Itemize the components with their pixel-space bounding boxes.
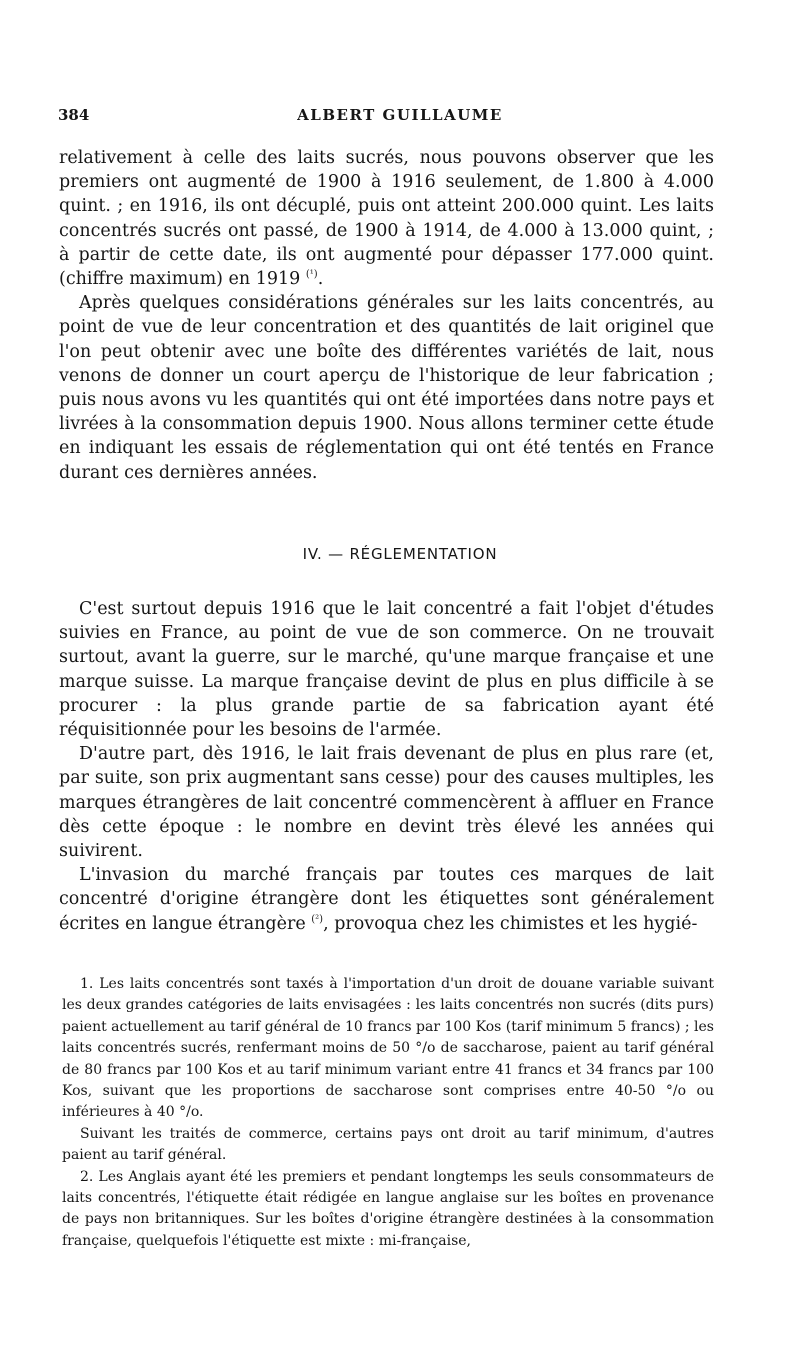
- paragraph-3: C'est surtout depuis 1916 que le lait concentré a fait l'objet d'études suivies en France, au point de vue de son commerce. On ne trouvait surtout, avant la guerre, sur le marché, qu'une marque française et une marque suisse. La marque française devint de plus en plus difficile à se procurer : la plus grande partie de sa fabrication ayant été réquisitionnée pour les besoins de l'armée.: [59, 599, 714, 741]
- paragraph-1: [59, 146, 714, 291]
- footnote-ref-2: (²): [311, 913, 324, 925]
- footnote-2: 2. Les Anglais ayant été les premiers et pendant longtemps les seuls consommateurs de laits concentrés, l'étiquette était rédigée en langue anglaise sur les boîtes en provenance de pays non britanniques. Sur les boîtes d'origine étrangère destinées à la consommation française, quelquefois l'étiquette est mixte : mi-française,: [62, 1168, 714, 1249]
- paragraph-4: D'autre part, dès 1916, le lait frais devenant de plus en plus rare (et, par suite, son prix augmentant sans cesse) pour des causes multiples, les marques étrangères de lait concentré commencèrent à affluer en France dès cette époque : le nombre en devint très élevé les années qui suivirent.: [59, 744, 714, 862]
- footnote-1: 1. Les laits concentrés sont taxés à l'importation d'un droit de douane variable suivant les deux grandes catégories de laits envisagées : les laits concentrés non sucrés (dits purs) paient actuellement au tarif général de 10 francs par 100 Kos (tarif minimum 5 francs) ; les laits concentrés sucrés, renfermant moins de 50 °/o de saccharose, paient au tarif général de 80 francs par 100 Kos et au tarif minimum variant entre 41 francs et 34 francs par 100 Kos, suivant que les proportions de saccharose sont comprises entre 40-50 °/o ou inférieures à 40 °/o.: [62, 976, 714, 1121]
- footnote-1-continued: Suivant les traités de commerce, certains pays ont droit au tarif minimum, d'autres paient au tarif général.: [62, 1125, 714, 1164]
- page-number: 384: [58, 106, 90, 124]
- body-text-bottom: [59, 597, 714, 936]
- body-text-top: [59, 146, 714, 485]
- paragraph-5-end: , provoqua chez les chimistes et les hygié-: [323, 913, 698, 934]
- paragraph-1-text: relativement à celle des laits sucrés, nous pouvons observer que les premiers ont augmenté de 1900 à 1916 seulement, de 1.800 à 4.000 quint. ; en 1916, ils ont décuplé, puis ont atteint 200.000 quint. Les laits concentrés sucrés ont passé, de 1900 à 1914, de 4.000 à 13.000 quint, ; à partir de cette date, ils ont augmenté pour dépasser 177.000 quint. (chiffre maximum) en 1919: [59, 148, 714, 290]
- paragraph-2: Après quelques considérations générales sur les laits concentrés, au point de vue de leur concentration et des quantités de lait originel que l'on peut obtenir avec une boîte des différentes variétés de lait, nous venons de donner un court aperçu de l'historique de leur fabrication ; puis nous avons vu les quantités qui ont été importées dans notre pays et livrées à la consommation depuis 1900. Nous allons terminer cette étude en indiquant les essais de réglementation qui ont été tentés en France durant ces dernières années.: [59, 293, 714, 483]
- paragraph-1-end: .: [317, 269, 324, 290]
- section-heading: IV. — RÉGLEMENTATION: [302, 545, 498, 563]
- footnote-ref-1: (¹): [305, 269, 318, 281]
- page-header: [0, 106, 800, 130]
- paragraph-5-text: L'invasion du marché français par toutes ces marques de lait concentré d'origine étrangère dont les étiquettes sont généralement écrites en langue étrangère: [59, 865, 714, 934]
- running-title: ALBERT GUILLAUME: [297, 106, 503, 124]
- paragraph-5: [59, 863, 714, 936]
- footnotes: [62, 974, 714, 1252]
